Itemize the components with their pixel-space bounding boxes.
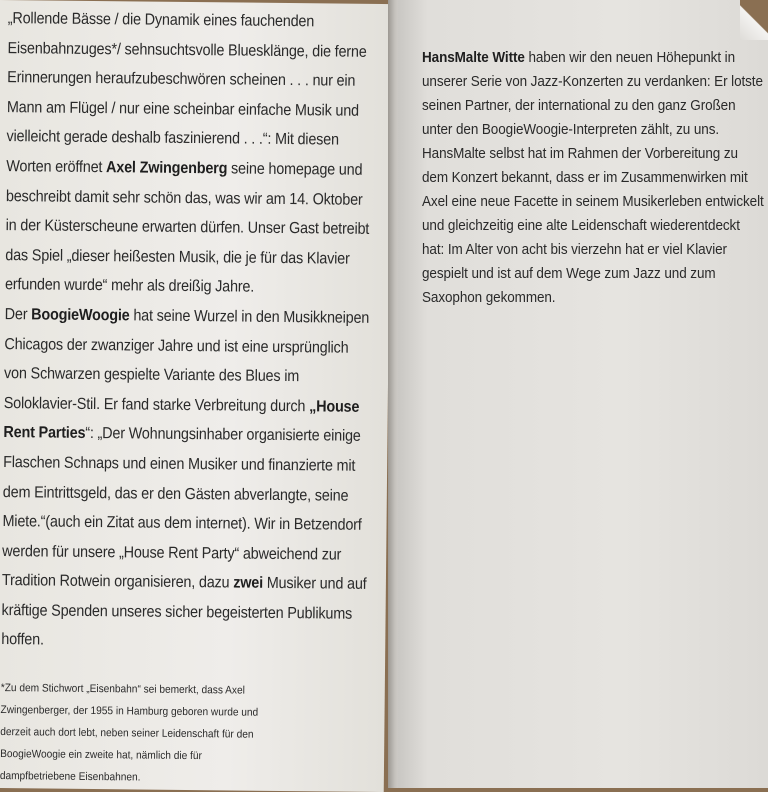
artist-name: Axel Zwingenberg	[106, 159, 228, 178]
folded-corner	[740, 0, 768, 40]
organizer-name: HansMalte Witte	[422, 49, 525, 66]
intro-paragraph: „Rollende Bässe / die Dynamik eines fauchenden Eisenbahnzuges*/ sehnsuchtsvolle Bluesklänge, die ferne Erinnerungen heraufzubeschwören scheinen . . . nur ein Mann am Flügel / nur eine scheinbar einfache Musik und vielleicht gerade deshalb faszinierend . . .“: Mit diesen Worten eröffnet Axel Zwingenberg seine homepage und beschreibt damit sehr schön das, was wir am 14. Oktober in der Küsterscheune erwarten dürfen. Unser Gast betreibt das Spiel „dieser heißesten Musik, die je für das Klavier erfunden wurde“ mehr als dreißig Jahre.	[4, 10, 370, 297]
left-page-text	[1, 4, 374, 659]
right-page-text	[422, 46, 764, 310]
genre-name: BoogieWoogie	[31, 306, 130, 325]
right-page	[398, 0, 768, 788]
footnote: *Zu dem Stichwort „Eisenbahn“ sei bemerkt, dass Axel Zwingenberger, der 1955 in Hamburg geboren wurde und derzeit auch dort lebt, neben seiner Leidenschaft für den BoogieWoogie ein zweite hat, nämlich die für dampfbetriebene Eisenbahnen.	[0, 682, 259, 784]
organizer-paragraph: HansMalte Witte haben wir den neuen Höhepunkt in unserer Serie von Jazz-Konzerten zu verdanken: Er lotste seinen Partner, der international zu den ganz Großen unter den BoogieWoogie-Interpreten zählt, zu uns. HansMalte selbst hat im Rahmen der Vorbereitung zu dem Konzert bekannt, dass er im Zusammenwirken mit Axel eine neue Facette in seinem Musikerleben entwickelt und gleichzeitig eine alte Leidenschaft wiederentdeckt hat: Im Alter von acht bis vierzehn hat er viel Klavier gespielt und ist auf dem Wege zum Jazz und zum Saxophon gekommen.	[422, 49, 764, 306]
emphasis-zwei: zwei	[233, 574, 264, 593]
boogiewoogie-paragraph: Der BoogieWoogie hat seine Wurzel in den Musikkneipen Chicagos der zwanziger Jahre und ist eine ursprünglich von Schwarzen gespielte Variante des Blues im Soloklavier-Stil. Er fand starke Verbreitung durch „House Rent Parties“: „Der Wohnungsinhaber organisierte einige Flaschen Schnaps und einen Musiker und finanzierte mit dem Eintrittsgeld, das er den Gästen abverlangte, seine Miete.“(auch ein Zitat aus dem internet). Wir in Betzendorf werden für unsere „House Rent Party“ abweichend zur Tradition Rotwein organisieren, dazu zwei Musiker und auf kräftige Spenden unseres sicher begeisterten Publikums hoffen.	[1, 306, 370, 649]
house-rent-parties-term: „House Rent Parties	[3, 397, 360, 443]
